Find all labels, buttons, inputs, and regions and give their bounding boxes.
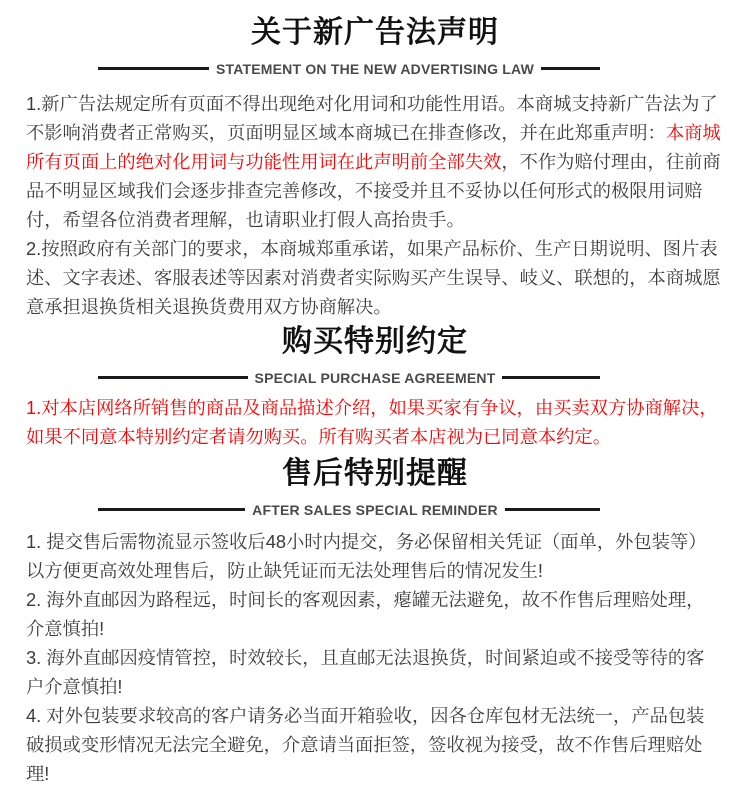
- section-title-after-sales: 售后特别提醒: [282, 457, 468, 490]
- text-run-highlight: 本商城所有页面上的绝对化用词与功能性用词在此声明前全部失效: [26, 122, 721, 172]
- statement-paragraphs: [0, 89, 750, 321]
- section-subtitle-purchase-agreement: SPECIAL PURCHASE AGREEMENT: [248, 367, 503, 389]
- section-title-advertising-law: 关于新广告法声明: [251, 16, 499, 49]
- agreement-paragraph-1: [26, 393, 722, 451]
- after-sales-paragraphs: [0, 527, 750, 788]
- text-run-highlight: 1.对本店网络所销售的商品及商品描述介绍，如果买家有争议，由买卖双方协商解决，如果不同意本特别约定者请勿购买。所有购买者本店视为已同意本约定。: [26, 397, 718, 447]
- after-sales-paragraph-2: [26, 585, 722, 643]
- text-run: 1.新广告法规定所有页面不得出现绝对化用词和功能性用语。本商城支持新广告法为了不影响消费者正常购买，页面明显区域本商城已在排查修改，并在此郑重声明：: [26, 93, 718, 143]
- statement-paragraph-1: [26, 89, 722, 234]
- section-title-purchase-agreement: 购买特别约定: [282, 325, 468, 358]
- section-subtitle-row: [0, 58, 750, 80]
- section-subtitle-advertising-law: STATEMENT ON THE NEW ADVERTISING LAW: [209, 58, 541, 80]
- section-special-purchase-agreement: [0, 323, 750, 451]
- agreement-paragraphs: [0, 393, 750, 451]
- subtitle-label-line: [0, 58, 750, 81]
- section-after-sales-reminder: [0, 455, 750, 788]
- subtitle-label-line: [0, 499, 750, 522]
- text-run: 2. 海外直邮因为路程远，时间长的客观因素，瘪罐无法避免，故不作售后理赔处理，介意慎拍!: [26, 589, 705, 639]
- text-run: ，不作为赔付理由，往前商品不明显区域我们会逐步排查完善修改，不接受并且不妥协以任何形式的极限用词赔付，希望各位消费者理解，也请职业打假人高抬贵手。: [26, 151, 721, 230]
- statement-paragraph-2: [26, 234, 722, 321]
- text-run: 3. 海外直邮因疫情管控，时效较长，且直邮无法退换货，时间紧迫或不接受等待的客户介意慎拍!: [26, 647, 705, 697]
- text-run: 4. 对外包装要求较高的客户请务必当面开箱验收，因各仓库包材无法统一，产品包装破损或变形情况无法完全避免，介意请当面拒签，签收视为接受，故不作售后理赔处理!: [26, 705, 705, 784]
- section-subtitle-row: [0, 499, 750, 521]
- text-run: 1. 提交售后需物流显示签收后48小时内提交，务必保留相关凭证（面单，外包装等）以方便更高效处理售后，防止缺凭证而无法处理售后的情况发生!: [26, 531, 707, 581]
- after-sales-paragraph-1: [26, 527, 722, 585]
- after-sales-paragraph-4: [26, 701, 722, 788]
- section-subtitle-after-sales: AFTER SALES SPECIAL REMINDER: [245, 499, 505, 521]
- section-advertising-law-statement: [0, 0, 750, 321]
- subtitle-label-line: [0, 367, 750, 390]
- section-subtitle-row: [0, 367, 750, 389]
- after-sales-paragraph-3: [26, 643, 722, 701]
- text-run: 2.按照政府有关部门的要求，本商城郑重承诺，如果产品标价、生产日期说明、图片表述、文字表述、客服表述等因素对消费者实际购买产生误导、岐义、联想的，本商城愿意承担退换货相关退换货费用双方协商解决。: [26, 238, 721, 317]
